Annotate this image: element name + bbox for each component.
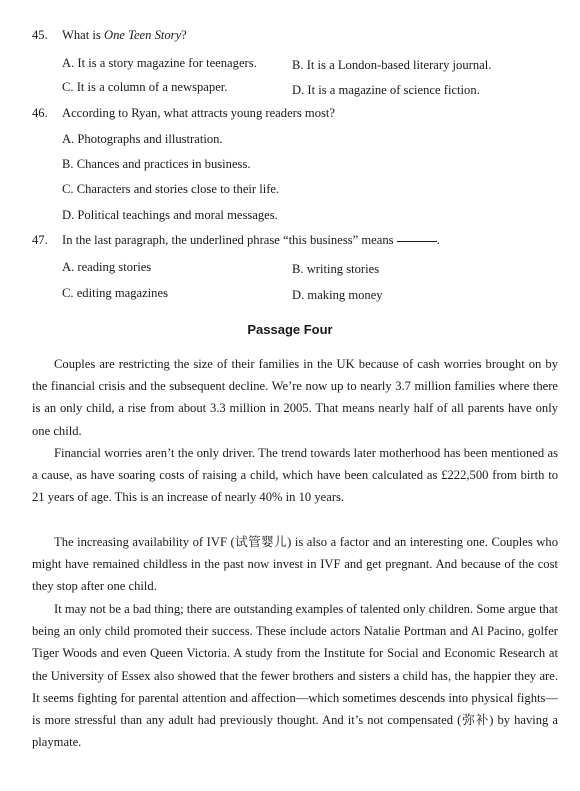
- option-b: B. writing stories: [292, 262, 380, 276]
- stem-end: .: [436, 233, 440, 247]
- question-number: 47.: [32, 233, 48, 247]
- question-stem: According to Ryan, what attracts young readers most?: [62, 106, 335, 120]
- option-d: D. Political teachings and moral messages.: [62, 208, 278, 222]
- option-d: D. It is a magazine of science fiction.: [292, 83, 480, 97]
- stem-text: In the last paragraph, the underlined phrase “this business” means: [62, 233, 394, 247]
- stem-suffix: ?: [181, 28, 187, 42]
- passage-paragraph-3: [32, 531, 558, 598]
- option-c: C. editing magazines: [62, 286, 168, 300]
- question-stem: [62, 233, 440, 248]
- question-number: 46.: [32, 106, 48, 120]
- question-stem: [62, 28, 187, 43]
- option-b: B. It is a London-based literary journal.: [292, 58, 492, 72]
- passage-title: Passage Four: [247, 322, 333, 337]
- stem-italic-title: One Teen Story: [103, 28, 182, 42]
- stem-prefix: What is: [62, 28, 104, 42]
- option-a: A. Photographs and illustration.: [62, 132, 223, 146]
- option-a: A. It is a story magazine for teenagers.: [62, 56, 257, 70]
- answer-blank: [397, 241, 437, 242]
- option-c: C. Characters and stories close to their life.: [62, 182, 280, 196]
- paragraph-text: It may not be a bad thing; there are outstanding examples of talented only children. Some argue that being an only child promoted their success. These include actors Natalie Portman and Al Pacino, golfer Tiger Woods and even Queen Victoria. A study from the Institute for Social and Economic Research at the University of Essex also showed that the fewer brothers and sisters a child has, the happier they are. It seems fighting for parental attention and affection—which sometimes descends into physical fights—is more stressful than any adult had previously thought. And it’s not compensated (弥补) by having a playmate.: [32, 602, 558, 750]
- paragraph-text: Couples are restricting the size of their families in the UK because of cash worries brought on by the financial crisis and the subsequent decline. We’re now up to nearly 3.7 million families where there is an only child, a rise from about 3.3 million in 2005. That means nearly half of all parents have only one child.: [32, 357, 558, 438]
- paragraph-text: The increasing availability of IVF (试管婴儿) is also a factor and an interesting one. Couples who might have remained childless in the past now invest in IVF and get pregnant. And because of the cost they stop after one child.: [32, 535, 558, 594]
- option-c: C. It is a column of a newspaper.: [62, 80, 228, 94]
- paragraph-text: Financial worries aren’t the only driver. The trend towards later motherhood has been mentioned as a cause, as have soaring costs of raising a child, which have been calculated as £222,500 from birth to 21 years of age. This is an increase of nearly 40% in 10 years.: [32, 446, 558, 505]
- passage-paragraph-1: [32, 353, 558, 442]
- passage-paragraph-2: [32, 442, 558, 509]
- option-d: D. making money: [292, 288, 383, 302]
- passage-paragraph-4: [32, 598, 558, 753]
- question-number: 45.: [32, 28, 48, 42]
- option-b: B. Chances and practices in business.: [62, 157, 251, 171]
- option-a: A. reading stories: [62, 260, 152, 274]
